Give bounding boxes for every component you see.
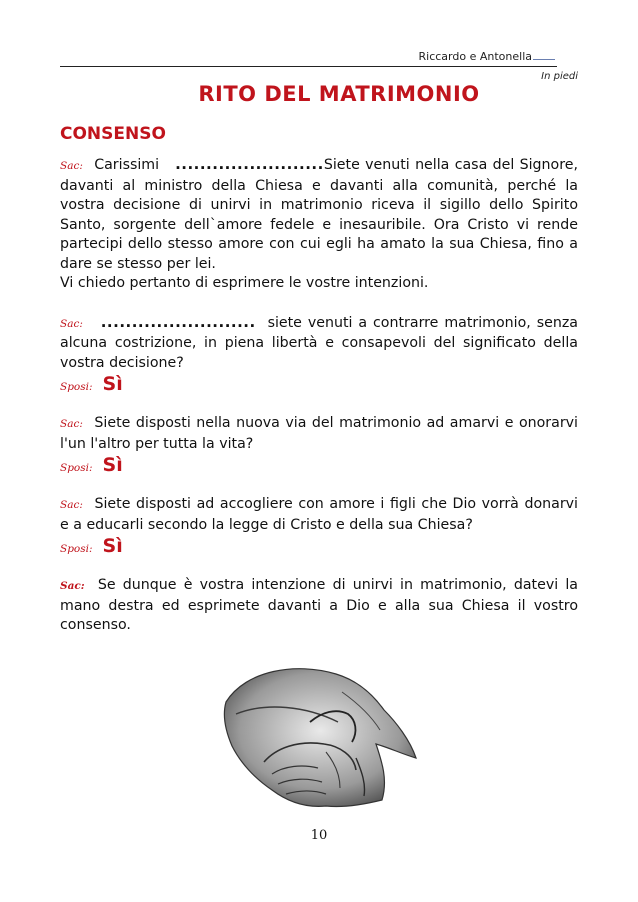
speaker-label: Sposi: xyxy=(60,462,93,474)
question-text: Siete disposti nella nuova via del matrimonio ad amarvi e onorarvi l'un l'altro per tutta la vita? xyxy=(60,415,578,452)
header-names-text: Riccardo e Antonella xyxy=(418,50,532,63)
spacer xyxy=(60,476,578,495)
speaker-label: Sposi: xyxy=(60,543,93,555)
rite-body xyxy=(60,155,578,636)
greeting-word: Carissimi xyxy=(94,157,160,173)
header-names xyxy=(419,50,555,63)
spacer xyxy=(60,294,578,313)
speaker-label: Sposi: xyxy=(60,381,93,393)
header-underline-tail xyxy=(533,59,555,60)
greeting-text: Siete venuti nella casa del Signore, davanti al ministro della Chiesa e davanti alla comunità, perché la vostra decisione di unirvi in matrimonio riceva il sigillo dello Spirito Santo, sorgente dell`amore fedele e inesauribile. Ora Cristo vi rende partecipi dello stesso amore con cui egli ha amato la sua Chiesa, fino a dare se stesso per lei. xyxy=(60,157,578,272)
page-title: RITO DEL MATRIMONIO xyxy=(198,82,480,106)
section-heading: CONSENSO xyxy=(60,124,166,144)
speaker-label: Sac: xyxy=(60,160,83,172)
page-number: 10 xyxy=(310,828,328,843)
response-answer: Sì xyxy=(102,454,123,476)
speaker-label: Sac: xyxy=(60,580,85,592)
paragraph-consent-invitation xyxy=(60,576,578,636)
response-answer: Sì xyxy=(102,373,123,395)
question-text: Siete disposti ad accogliere con amore i figli che Dio vorrà donarvi e a educarli secondo la legge di Cristo e della sua Chiesa? xyxy=(60,496,578,533)
response-line xyxy=(60,373,578,395)
speaker-label: Sac: xyxy=(60,317,83,330)
response-line xyxy=(60,535,578,557)
name-placeholder-dots: ......................... xyxy=(100,312,256,331)
spacer xyxy=(60,557,578,576)
response-line xyxy=(60,454,578,476)
paragraph-greeting-last: Vi chiedo pertanto di esprimere le vostre intenzioni. xyxy=(60,275,429,291)
joined-hands-illustration xyxy=(206,662,420,810)
name-placeholder-dots: ........................ xyxy=(175,155,324,173)
paragraph-question-love xyxy=(60,414,578,454)
invitation-text: Se dunque è vostra intenzione di unirvi in matrimonio, datevi la mano destra ed esprimete davanti a Dio e alla sua Chiesa il vostro consenso. xyxy=(60,577,578,633)
response-answer: Sì xyxy=(102,535,123,557)
spacer xyxy=(60,395,578,414)
paragraph-greeting xyxy=(60,155,578,274)
question-text: siete venuti a contrarre matrimonio, senza alcuna costrizione, in piena libertà e consapevoli del significato della vostra decisione? xyxy=(60,314,578,371)
paragraph-question-children xyxy=(60,495,578,535)
header-rule xyxy=(60,66,557,67)
speaker-label: Sac: xyxy=(60,499,83,511)
header-subtitle: In piedi xyxy=(541,71,578,82)
paragraph-question-freedom xyxy=(60,313,578,374)
speaker-label: Sac: xyxy=(60,418,83,430)
